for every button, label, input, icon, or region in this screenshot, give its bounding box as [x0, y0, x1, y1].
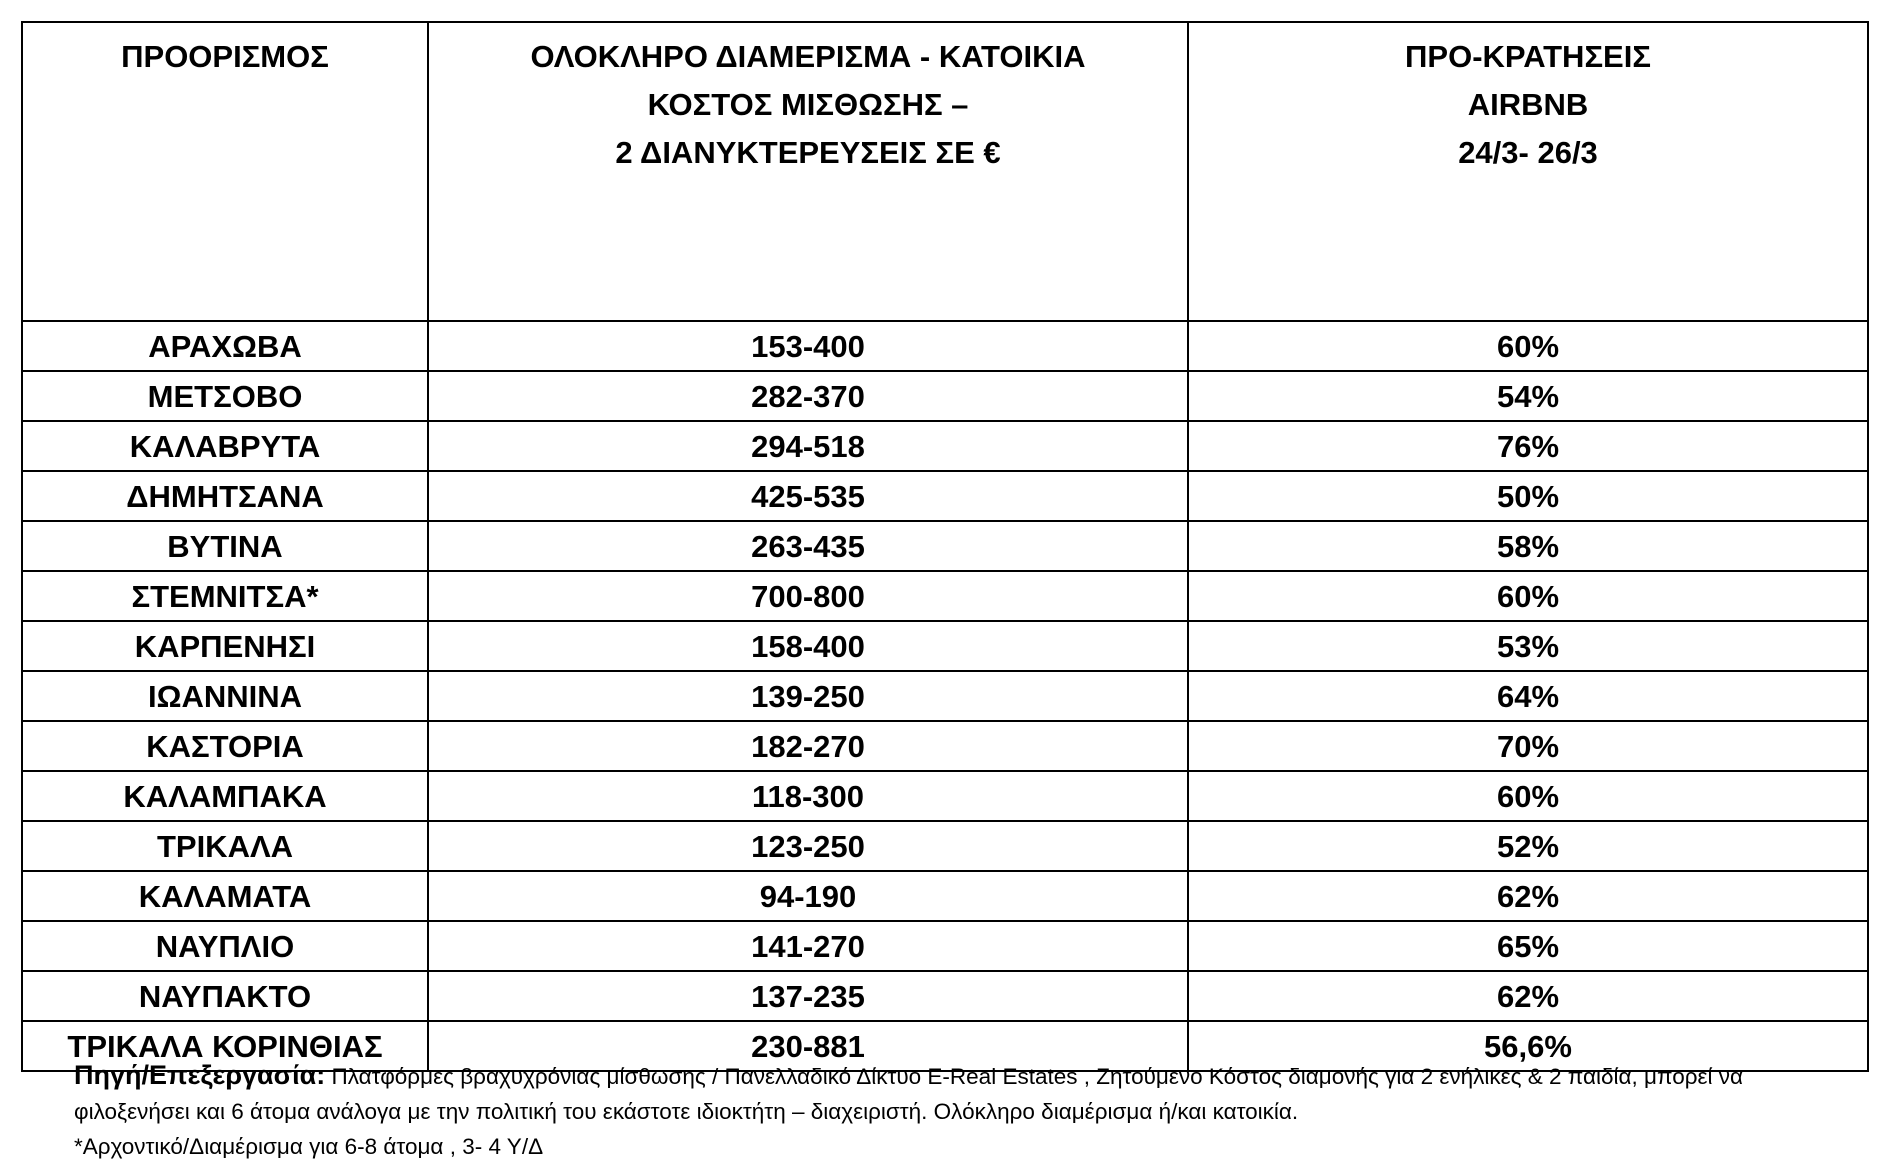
booking-rate-cell: 62% [1188, 971, 1868, 1021]
source-note [74, 1058, 1834, 1164]
table-row [22, 721, 1868, 771]
cost-range-cell: 294-518 [428, 421, 1188, 471]
destination-cell: ΚΑΛΑΒΡΥΤΑ [22, 421, 428, 471]
destination-cell: ΔΗΜΗΤΣΑΝΑ [22, 471, 428, 521]
table-row [22, 671, 1868, 721]
booking-rate-cell: 70% [1188, 721, 1868, 771]
booking-rate-cell: 60% [1188, 571, 1868, 621]
cost-range-cell: 118-300 [428, 771, 1188, 821]
booking-rate-cell: 52% [1188, 821, 1868, 871]
destination-cell: ΒΥΤΙΝΑ [22, 521, 428, 571]
table-row [22, 571, 1868, 621]
destination-cell: ΚΑΣΤΟΡΙΑ [22, 721, 428, 771]
table-row [22, 971, 1868, 1021]
booking-rate-cell: 54% [1188, 371, 1868, 421]
table-body [22, 321, 1868, 1071]
destination-cell: ΝΑΥΠΑΚΤΟ [22, 971, 428, 1021]
destination-cell: ΤΡΙΚΑΛΑ [22, 821, 428, 871]
destination-cell: ΚΑΛΑΜΑΤΑ [22, 871, 428, 921]
cost-range-cell: 153-400 [428, 321, 1188, 371]
destination-cell: ΚΑΡΠΕΝΗΣΙ [22, 621, 428, 671]
destination-cell: ΤΡΙΚΑΛΑ ΚΟΡΙΝΘΙΑΣ [22, 1021, 428, 1071]
table-row [22, 871, 1868, 921]
cost-range-cell: 141-270 [428, 921, 1188, 971]
source-text: Πλατφόρμες βραχυχρόνιας μίσθωσης / Πανελλαδικό Δίκτυο E-Real Estates , Ζητούμενο Κόστος διαμονής για 2 ενήλικες & 2 παιδία, μπορεί να φιλοξενήσει και 6 άτομα ανάλογα με την πολιτική του εκάστοτε ιδιοκτήτη – διαχειριστή. Ολόκληρο διαμέρισμα ή/και κατοικία. [74, 1064, 1744, 1124]
cost-range-cell: 230-881 [428, 1021, 1188, 1071]
booking-rate-cell: 58% [1188, 521, 1868, 571]
booking-rate-cell: 56,6% [1188, 1021, 1868, 1071]
table-row [22, 621, 1868, 671]
cost-range-cell: 137-235 [428, 971, 1188, 1021]
header-line: ΠΡΟ-ΚΡΑΤΗΣΕΙΣ [1405, 39, 1651, 74]
booking-rate-cell: 60% [1188, 321, 1868, 371]
cost-range-cell: 263-435 [428, 521, 1188, 571]
cost-range-cell: 158-400 [428, 621, 1188, 671]
table-row [22, 321, 1868, 371]
header-line: 24/3- 26/3 [1458, 135, 1598, 170]
table-row [22, 771, 1868, 821]
source-label: Πηγή/Επεξεργασία: [74, 1060, 326, 1090]
destination-cell: ΚΑΛΑΜΠΑΚΑ [22, 771, 428, 821]
booking-rate-cell: 60% [1188, 771, 1868, 821]
booking-rate-cell: 76% [1188, 421, 1868, 471]
table-row [22, 521, 1868, 571]
header-line: 2 ΔΙΑΝΥΚΤΕΡΕΥΣΕΙΣ ΣΕ € [615, 135, 1001, 170]
header-destination [22, 22, 428, 321]
destination-cell: ΜΕΤΣΟΒΟ [22, 371, 428, 421]
header-line: ΟΛΟΚΛΗΡΟ ΔΙΑΜΕΡΙΣΜΑ - ΚΑΤΟΙΚΙΑ [530, 39, 1086, 74]
destination-cell: ΝΑΥΠΛΙΟ [22, 921, 428, 971]
cost-range-cell: 139-250 [428, 671, 1188, 721]
footnote: *Αρχοντικό/Διαμέρισμα για 6-8 άτομα , 3- 4 Υ/Δ [74, 1134, 544, 1159]
cost-range-cell: 182-270 [428, 721, 1188, 771]
cost-range-cell: 94-190 [428, 871, 1188, 921]
booking-rate-cell: 62% [1188, 871, 1868, 921]
table-row [22, 821, 1868, 871]
header-line: ΚΟΣΤΟΣ ΜΙΣΘΩΣΗΣ – [647, 87, 969, 122]
header-line: AIRBNB [1467, 87, 1589, 122]
booking-rate-cell: 50% [1188, 471, 1868, 521]
cost-range-cell: 700-800 [428, 571, 1188, 621]
table-row [22, 421, 1868, 471]
header-line: ΠΡΟΟΡΙΣΜΟΣ [121, 39, 329, 74]
table-row [22, 471, 1868, 521]
booking-rate-cell: 64% [1188, 671, 1868, 721]
destination-cell: ΑΡΑΧΩΒΑ [22, 321, 428, 371]
cost-range-cell: 425-535 [428, 471, 1188, 521]
rental-cost-table [21, 21, 1869, 1072]
header-airbnb-bookings [1188, 22, 1868, 321]
destination-cell: ΙΩΑΝΝΙΝΑ [22, 671, 428, 721]
table-header-row [22, 22, 1868, 321]
booking-rate-cell: 65% [1188, 921, 1868, 971]
booking-rate-cell: 53% [1188, 621, 1868, 671]
cost-range-cell: 123-250 [428, 821, 1188, 871]
cost-range-cell: 282-370 [428, 371, 1188, 421]
table-row [22, 371, 1868, 421]
table-row [22, 921, 1868, 971]
destination-cell: ΣΤΕΜΝΙΤΣΑ* [22, 571, 428, 621]
header-rental-cost [428, 22, 1188, 321]
